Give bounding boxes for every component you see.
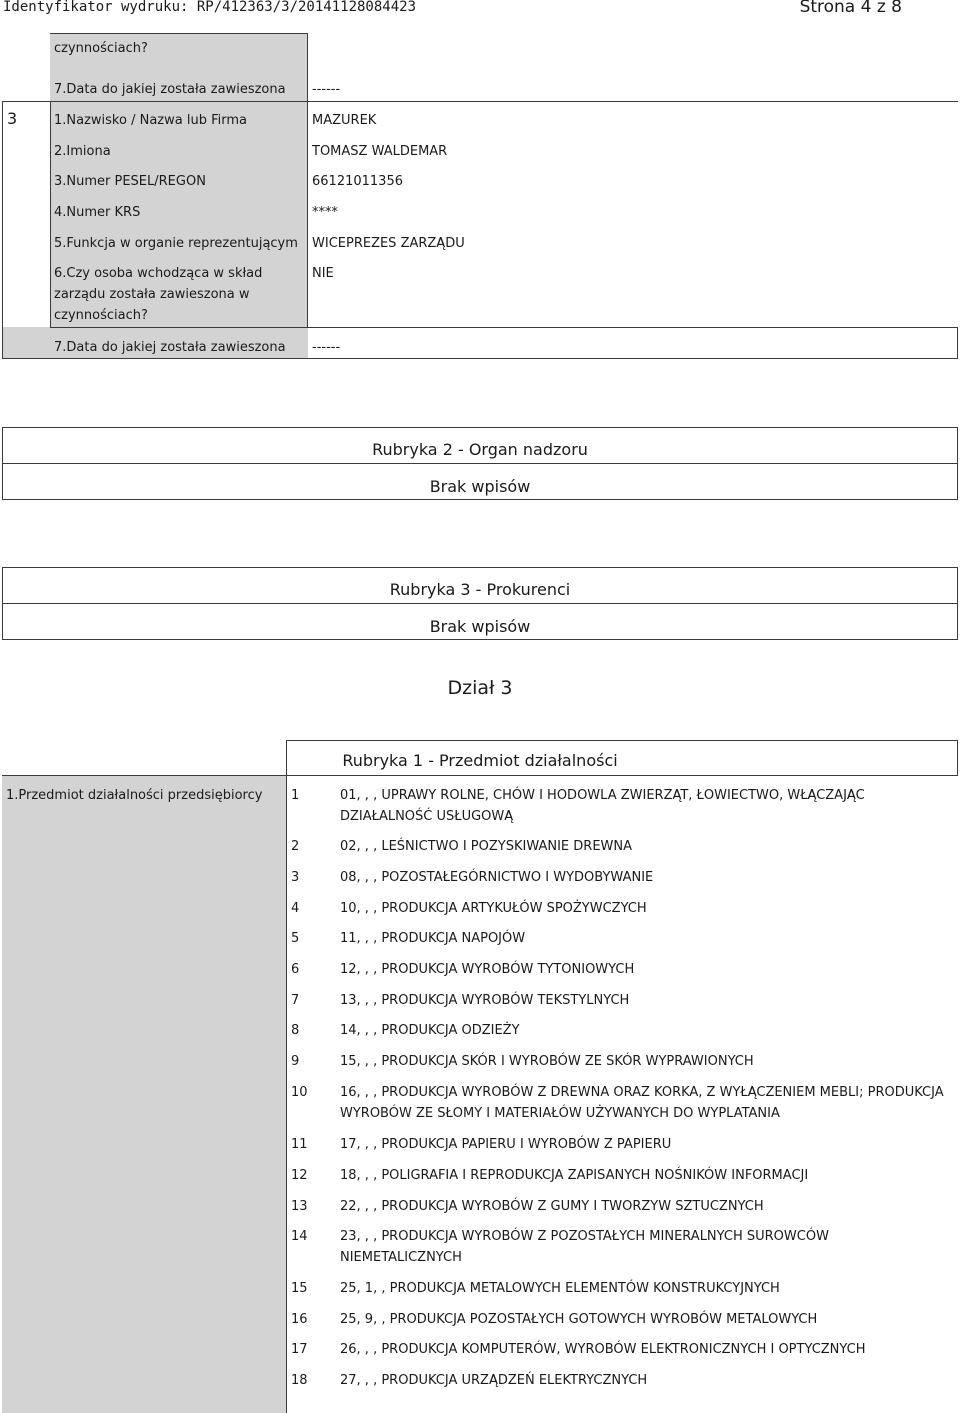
activities-label-bg	[2, 776, 287, 1413]
field-value-function: WICEPREZES ZARZĄDU	[312, 236, 465, 251]
rubryka1-title: Rubryka 1 - Przedmiot działalności	[342, 751, 618, 770]
field-label-krs: 4.Numer KRS	[54, 205, 141, 220]
field-label-suspended: 6.Czy osoba wchodząca w skład zarządu została zawieszona w czynnościach?	[54, 266, 263, 323]
field-value-pesel: 66121011356	[312, 174, 403, 189]
field-value-suspended: NIE	[312, 266, 334, 281]
entry-index: 3	[7, 109, 18, 128]
field-value-krs: ****	[312, 205, 338, 220]
rubryka3-title: Rubryka 3 - Prokurenci	[389, 580, 571, 599]
field-value-first-names: TOMASZ WALDEMAR	[312, 144, 448, 159]
field-label-pesel: 3.Numer PESEL/REGON	[54, 174, 206, 189]
field-label-suspended-until: 7.Data do jakiej została zawieszona	[54, 340, 286, 355]
rubryka3-box	[2, 567, 958, 640]
page-number: Strona 4 z 8	[799, 0, 902, 17]
prev-row7-label: 7.Data do jakiej została zawieszona	[54, 82, 286, 97]
field-value-suspended-until: ------	[312, 340, 341, 355]
field-label-name: 1.Nazwisko / Nazwa lub Firma	[54, 113, 247, 128]
print-header	[0, 0, 960, 22]
print-identifier: Identyfikator wydruku: RP/412363/3/20141128084423	[3, 0, 417, 15]
field-label-first-names: 2.Imiona	[54, 144, 111, 159]
rubryka2-title: Rubryka 2 - Organ nadzoru	[372, 440, 588, 459]
field-label-function: 5.Funkcja w organie reprezentującym	[54, 236, 298, 251]
prev-row7-value: ------	[312, 82, 341, 97]
rubryka2-box	[2, 427, 958, 500]
activities-label: 1.Przedmiot działalności przedsiębiorcy	[6, 788, 263, 803]
dzial3-title: Dział 3	[447, 677, 513, 699]
rubryka2-empty: Brak wpisów	[429, 477, 531, 496]
rubryka3-empty: Brak wpisów	[429, 617, 531, 636]
prev-row6-tail: czynnościach?	[54, 41, 148, 56]
field-value-name: MAZUREK	[312, 113, 377, 128]
